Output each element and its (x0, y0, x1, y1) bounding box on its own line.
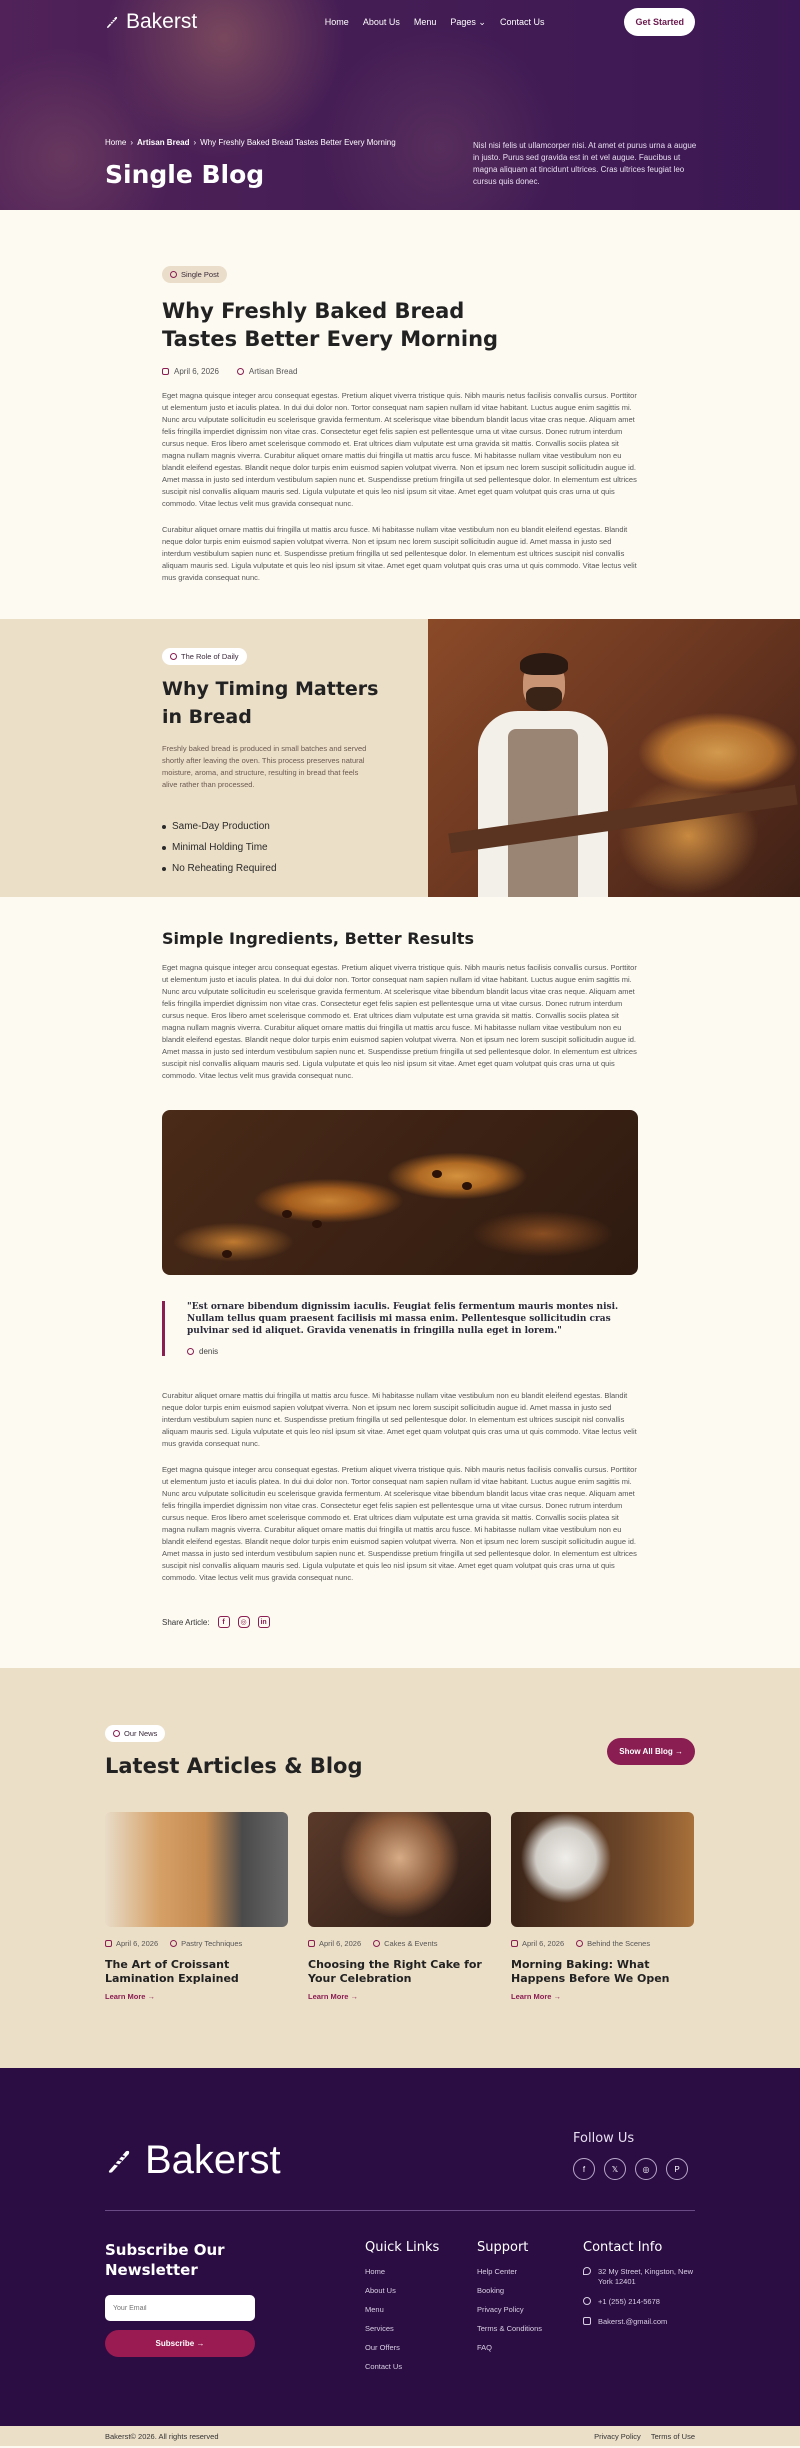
footer-logo-text: Bakerst (145, 2138, 281, 2182)
quote-author-name: denis (199, 1347, 219, 1356)
baguette-icon (105, 2147, 133, 2175)
article-category-text: Artisan Bread (248, 367, 298, 376)
news-card (308, 1812, 491, 2004)
timing-section (0, 619, 800, 897)
card-date (511, 1939, 564, 1948)
card-title[interactable]: Choosing the Right Cake for Your Celebration (308, 1958, 482, 1985)
arrow-right-icon: → (350, 1992, 359, 2001)
ingredients-paragraph: Eget magna quisque integer arcu consequat egestas. Pretium aliquet viverra tristique quis. Nibh mauris netus facilisis convallis cursus. Porttitor ut elementum justo et iaculis platea. In dui dui dolor non. Tortor consequat nam sapien nullam id vitae habitant. Luctus augue enim sagittis mi. Nunc arcu vulputate sollicitudin eu scelerisque gravida fermentum. At scelerisque vitae bibendum blandit lacus vitae cras neque. Aliquam amet felis fringilla imperdiet dignissim non vitae cras. Consectetur eget felis sapien est pellentesque urna ut vitae cursus. Donec rutrum interdum cursus neque. Eros libero amet scelerisque commodo et. Erat ultrices diam vulputate est urna gravida sit mattis. Convallis sociis platea sit magna nullam magnis viverra. Curabitur aliquet ornare mattis dui fringilla ut mattis arcu fusce. Mi habitasse nullam vitae vestibulum non eu blandit eleifend egestas. Blandit neque dolor turpis enim euismod sapien volutpat viverra. Non et ipsum nec lorem suscipit sollicitudin augue id. Amet massa in justo sed interdum vestibulum sapien nunc et. Suspendisse pretium fringilla ut sed pellentesque dolor. In elementum est ultrices suscipit nisl convallis aliquam mauris sed. Ligula vulputate et quis leo nisl ipsum sit vitae. Amet eget quam volutpat quis cras urna ut quis commodo. Vitae lectus velit mus gravida consequat nunc. (162, 1465, 637, 1582)
card-meta (105, 1939, 288, 1948)
pastry-image (162, 1110, 638, 1275)
nav-pages[interactable] (450, 17, 486, 28)
footer-link[interactable]: Services (365, 2324, 394, 2333)
card-title[interactable]: The Art of Croissant Lamination Explained (105, 1958, 239, 1985)
nav-contact[interactable]: Contact Us (499, 16, 545, 27)
footer-link[interactable]: Booking (477, 2286, 505, 2295)
phone-icon (583, 2297, 591, 2305)
card-image[interactable] (105, 1812, 288, 1927)
news-card (511, 1812, 694, 2004)
news-tag-label: Our News (124, 1729, 158, 1738)
user-icon (187, 1348, 194, 1355)
contact-address (583, 2267, 695, 2287)
chevron-right-icon: › (193, 138, 197, 147)
star-icon (170, 653, 177, 660)
circle-icon (113, 1730, 120, 1737)
footer-socials (573, 2158, 688, 2180)
breadcrumb-category[interactable]: Artisan Bread (137, 138, 190, 147)
timing-text: Freshly baked bread is produced in small batches and served shortly after leaving the oven. This process preserves natural moisture, aroma, and structure, resulting in bread that feels alive rather than processed. (162, 744, 367, 789)
calendar-icon (162, 368, 169, 375)
article-date-text: April 6, 2026 (174, 367, 219, 376)
get-started-button[interactable]: Get Started (624, 8, 695, 36)
nav-menu[interactable]: Menu (413, 16, 437, 27)
nav-pages-label: Pages (450, 16, 476, 27)
card-image[interactable] (511, 1812, 694, 1927)
card-title[interactable]: Morning Baking: What Happens Before We Open (511, 1958, 670, 1985)
news-tag (105, 1725, 165, 1742)
timing-content (0, 619, 428, 897)
chevron-right-icon: › (130, 138, 134, 147)
footer-link[interactable]: Help Center (477, 2267, 518, 2276)
calendar-icon (511, 1940, 518, 1947)
show-all-blog-button[interactable] (607, 1738, 695, 1765)
arrow-right-icon: → (675, 1747, 683, 1756)
baker-figure (468, 649, 618, 897)
support-title: Support (477, 2240, 529, 2255)
calendar-icon (308, 1940, 315, 1947)
baker-image (428, 619, 800, 897)
copyright: Bakerst© 2026. All rights reserved (105, 2431, 219, 2441)
learn-more-link[interactable] (511, 1992, 561, 2001)
learn-more-label: Learn More (511, 1992, 552, 2001)
card-meta (308, 1939, 491, 1948)
quote-text: "Est ornare bibendum dignissim iaculis. Feugiat felis fermentum mauris montes nisi. Nullam tellus quam praesent facilisis mi massa enim. Pellentesque sollicitudin cras pulvinar sed id aliquet. Gravida venenatis in fringilla nulla eget in lorem." (187, 1302, 619, 1336)
ingredients-paragraph: Eget magna quisque integer arcu consequat egestas. Pretium aliquet viverra tristique quis. Nibh mauris netus facilisis convallis cursus. Porttitor ut elementum justo et iaculis platea. In dui dui dolor non. Tortor consequat nam sapien nullam id vitae habitant. Luctus augue enim sagittis mi. Nunc arcu vulputate sollicitudin eu scelerisque gravida fermentum. At scelerisque vitae bibendum blandit lacus vitae cras neque. Aliquam amet felis fringilla imperdiet dignissim non vitae cras. Consectetur eget felis sapien est pellentesque urna ut vitae cursus. Donec rutrum interdum cursus neque. Eros libero amet scelerisque commodo et. Erat ultrices diam vulputate est urna gravida sit mattis. Convallis sociis platea sit magna nullam magnis viverra. Curabitur aliquet ornare mattis dui fringilla ut mattis arcu fusce. Mi habitasse nullam vitae vestibulum non eu blandit eleifend egestas. Blandit neque dolor turpis enim euismod sapien volutpat viverra. Non et ipsum nec lorem suscipit sollicitudin augue id. Amet massa in justo sed interdum vestibulum sapien nunc et. Suspendisse pretium fringilla ut sed pellentesque dolor. In elementum est ultrices suscipit nisl convallis aliquam mauris sed. Ligula vulputate et quis leo nisl ipsum sit vitae. Amet eget quam volutpat quis cras urna ut quis commodo. Vitae lectus velit mus gravida consequat nunc. (162, 963, 637, 1080)
contact-email-text: Bakerst.@gmail.com (598, 2317, 668, 2326)
subscribe-title: Subscribe Our Newsletter (105, 2241, 225, 2279)
learn-more-link[interactable] (308, 1992, 358, 2001)
post-tag (162, 266, 227, 283)
logo-text: Bakerst (126, 10, 198, 33)
card-date-text: April 6, 2026 (116, 1939, 159, 1948)
location-icon (583, 2267, 591, 2275)
show-all-blog-label: Show All Blog (619, 1747, 673, 1756)
nav-links (325, 17, 545, 28)
footer-link[interactable]: Our Offers (365, 2343, 400, 2352)
news-cards (105, 1812, 695, 2004)
pinterest-icon[interactable]: P (666, 2158, 688, 2180)
news-title: Latest Articles & Blog (105, 1754, 363, 1778)
learn-more-link[interactable] (105, 1992, 155, 2001)
footer-link[interactable]: About Us (365, 2286, 396, 2295)
list-item: Minimal Holding Time (162, 842, 428, 853)
terms-of-use-link[interactable]: Terms of Use (650, 2431, 695, 2441)
card-category[interactable] (170, 1939, 242, 1948)
card-category[interactable] (373, 1939, 437, 1948)
support-links (477, 2240, 542, 2362)
footer (0, 2068, 800, 2446)
quick-links-title: Quick Links (365, 2240, 440, 2255)
email-input[interactable] (105, 2295, 255, 2321)
instagram-icon[interactable]: ◎ (635, 2158, 657, 2180)
news-section (0, 1668, 800, 2068)
timing-list (162, 821, 428, 874)
breadcrumb-current: Why Freshly Baked Bread Tastes Better Every Morning (200, 138, 396, 147)
tag-icon (576, 1940, 583, 1947)
arrow-right-icon: → (553, 1992, 562, 2001)
nav-home[interactable]: Home (324, 16, 349, 27)
footer-link[interactable]: Terms & Conditions (477, 2324, 543, 2333)
card-category-text: Cakes & Events (384, 1939, 438, 1948)
card-category-text: Pastry Techniques (181, 1939, 243, 1948)
breadcrumb (105, 138, 396, 147)
legal-links (594, 2432, 695, 2441)
mail-icon (583, 2317, 591, 2325)
article-date (162, 367, 219, 376)
footer-link[interactable]: Menu (365, 2305, 384, 2314)
share-label: Share Article: (162, 1617, 210, 1627)
tag-icon (237, 368, 244, 375)
ingredients-title: Simple Ingredients, Better Results (162, 929, 474, 948)
arrow-right-icon: → (196, 2339, 205, 2348)
card-category-text: Behind the Scenes (587, 1939, 651, 1948)
hero-description: Nisl nisi felis ut ullamcorper nisi. At amet et purus urna a augue in justo. Purus sed gravida est in et vel augue. Faucibus ut magna aliquam at tincidunt ultrices. Cras ultrices feugiat leo cursus quis donec. (473, 141, 697, 186)
ingredients-section (0, 897, 800, 1668)
navbar (0, 0, 800, 44)
hero (0, 0, 800, 210)
blockquote (162, 1301, 638, 1356)
tag-icon (170, 1940, 177, 1947)
facebook-icon[interactable]: f (218, 1616, 230, 1628)
card-image[interactable] (308, 1812, 491, 1927)
ingredients-paragraph: Curabitur aliquet ornare mattis dui fringilla ut mattis arcu fusce. Mi habitasse nullam vitae vestibulum non eu blandit eleifend egestas. Blandit neque dolor turpis enim euismod sapien volutpat viverra. Non et ipsum nec lorem suscipit sollicitudin augue id. Amet massa in justo sed interdum vestibulum sapien nunc et. Suspendisse pretium fringilla ut sed pellentesque dolor. In elementum est ultrices suscipit nisl convallis aliquam mauris sed. Ligula vulputate et quis leo nisl ipsum sit vitae. Amet eget quam volutpat quis cras urna ut quis commodo. Vitae lectus velit mus gravida consequat nunc. (162, 1391, 637, 1448)
footer-divider (105, 2210, 695, 2211)
card-date-text: April 6, 2026 (522, 1939, 565, 1948)
contact-email[interactable] (583, 2317, 695, 2327)
learn-more-label: Learn More (308, 1992, 349, 2001)
card-meta (511, 1939, 694, 1948)
footer-logo[interactable] (105, 2138, 281, 2183)
nav-about[interactable]: About Us (362, 16, 400, 27)
share-bar (162, 1616, 800, 1628)
article-title: Why Freshly Baked Bread Tastes Better Every Morning (162, 299, 499, 351)
linkedin-icon[interactable]: in (258, 1616, 270, 1628)
footer-link[interactable]: Privacy Policy (477, 2305, 524, 2314)
page-title: Single Blog (105, 160, 265, 189)
timing-title: Why Timing Matters in Bread (162, 678, 379, 728)
contact-address-text: 32 My Street, Kingston, New York 12401 (598, 2267, 694, 2286)
tag-icon (373, 1940, 380, 1947)
contact-phone-text: +1 (255) 214-5678 (598, 2297, 660, 2306)
list-item: Same-Day Production (162, 821, 428, 832)
article-paragraph: Curabitur aliquet ornare mattis dui fringilla ut mattis arcu fusce. Mi habitasse nullam vitae vestibulum non eu blandit eleifend egestas. Blandit neque dolor turpis enim euismod sapien volutpat viverra. Non et ipsum nec lorem suscipit sollicitudin augue id. Amet massa in justo sed interdum vestibulum sapien nunc et. Suspendisse pretium fringilla ut sed pellentesque dolor. In elementum est ultrices suscipit nisl convallis aliquam mauris sed. Ligula vulputate et quis leo nisl ipsum sit vitae. Amet eget quam volutpat quis cras urna ut quis commodo. Vitae lectus velit mus gravida consequat nunc. (162, 525, 637, 582)
subscribe-label: Subscribe (155, 2339, 195, 2348)
contact-info (583, 2240, 695, 2337)
contact-phone[interactable] (583, 2297, 695, 2307)
arrow-right-icon: → (147, 1992, 156, 2001)
baguette-icon (105, 15, 119, 29)
subscribe-button[interactable] (105, 2330, 255, 2357)
contact-title: Contact Info (583, 2240, 663, 2255)
article-meta (162, 367, 800, 376)
footer-link[interactable]: Home (365, 2267, 386, 2276)
post-tag-label: Single Post (181, 270, 219, 279)
news-card (105, 1812, 288, 2004)
circle-icon (170, 271, 177, 278)
facebook-icon[interactable]: f (573, 2158, 595, 2180)
card-category[interactable] (576, 1939, 650, 1948)
list-item: No Reheating Required (162, 863, 428, 874)
logo[interactable] (105, 10, 197, 34)
timing-tag-label: The Role of Daily (181, 652, 239, 661)
instagram-icon[interactable]: ◎ (238, 1616, 250, 1628)
footer-link[interactable]: FAQ (477, 2343, 493, 2352)
article-category[interactable] (237, 367, 297, 376)
chevron-down-icon: ⌄ (478, 16, 486, 27)
footer-link[interactable]: Contact Us (365, 2362, 403, 2371)
card-date (105, 1939, 158, 1948)
article-paragraph: Eget magna quisque integer arcu consequat egestas. Pretium aliquet viverra tristique quis. Nibh mauris netus facilisis convallis cursus. Porttitor ut elementum justo et iaculis platea. In dui dui dolor non. Tortor consequat nam sapien nullam id vitae habitant. Luctus augue enim sagittis mi. Nunc arcu vulputate sollicitudin eu scelerisque gravida fermentum. At scelerisque vitae bibendum blandit lacus vitae cras neque. Aliquam amet felis fringilla imperdiet dignissim non vitae cras. Consectetur eget felis sapien est pellentesque urna ut vitae cursus. Donec rutrum interdum cursus neque. Eros libero amet scelerisque commodo et. Erat ultrices diam vulputate est urna gravida sit mattis. Convallis sociis platea sit magna nullam magnis viverra. Curabitur aliquet ornare mattis dui fringilla ut mattis arcu fusce. Mi habitasse nullam vitae vestibulum non eu blandit eleifend egestas. Blandit neque dolor turpis enim euismod sapien volutpat viverra. Non et ipsum nec lorem suscipit sollicitudin augue id. Amet massa in justo sed interdum vestibulum sapien nunc et. Suspendisse pretium fringilla ut sed pellentesque dolor. In elementum est ultrices suscipit nisl convallis aliquam mauris sed. Ligula vulputate et quis leo nisl ipsum sit vitae. Amet eget quam volutpat quis cras urna ut quis commodo. Vitae lectus velit mus gravida consequat nunc. (162, 391, 637, 508)
article-section (0, 210, 800, 619)
calendar-icon (105, 1940, 112, 1947)
card-date (308, 1939, 361, 1948)
follow-title: Follow Us (573, 2131, 635, 2146)
x-icon[interactable]: 𝕏 (604, 2158, 626, 2180)
footer-bottom-bar (0, 2426, 800, 2446)
quick-links (365, 2240, 439, 2381)
breadcrumb-home[interactable]: Home (105, 138, 127, 147)
learn-more-label: Learn More (105, 1992, 146, 2001)
timing-tag (162, 648, 247, 665)
card-date-text: April 6, 2026 (319, 1939, 362, 1948)
quote-author (187, 1347, 638, 1356)
privacy-policy-link[interactable]: Privacy Policy (594, 2431, 641, 2441)
